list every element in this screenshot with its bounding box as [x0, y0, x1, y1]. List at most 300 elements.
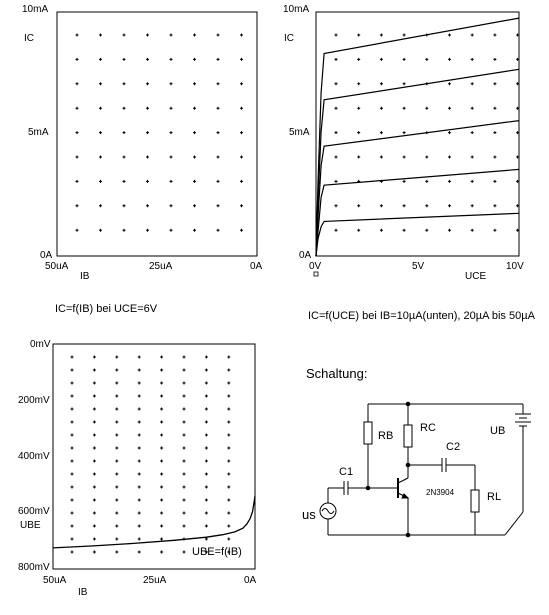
chart2-grid-dot	[357, 156, 360, 159]
chart3-grid-dot	[227, 447, 230, 450]
chart3-grid-dot	[160, 447, 163, 450]
chart3-grid-dot	[138, 473, 141, 476]
chart1-grid-dot	[146, 180, 149, 183]
chart2-grid-dot	[493, 156, 496, 159]
chart3-grid-dot	[71, 538, 74, 541]
chart3-grid-dot	[227, 525, 230, 528]
chart3-grid-dot	[115, 499, 118, 502]
label-c2: C2	[446, 441, 461, 453]
emitter-arrow	[402, 494, 408, 498]
chart2-grid-dot	[471, 34, 474, 37]
chart2-grid-dot	[448, 131, 451, 134]
c3-ytick-800mV: 800mV	[18, 562, 50, 573]
chart2-grid-dot	[448, 34, 451, 37]
chart3-grid-dot	[160, 525, 163, 528]
chart2-grid-dot	[357, 229, 360, 232]
chart1-grid-dot	[99, 204, 102, 207]
chart1-grid-dot	[193, 131, 196, 134]
c3-ytick-400mV: 400mV	[18, 451, 50, 462]
chart1-grid-dot	[170, 131, 173, 134]
chart3-grid-dot	[160, 421, 163, 424]
chart1-grid-dot	[99, 82, 102, 85]
chart1-grid-dot	[76, 82, 79, 85]
chart2-grid-dot	[471, 229, 474, 232]
chart3-grid-dot	[71, 382, 74, 385]
chart2-grid-dot	[471, 204, 474, 207]
chart1-grid-dot	[170, 107, 173, 110]
chart1-grid-dot	[240, 204, 243, 207]
chart1-grid-dot	[170, 180, 173, 183]
chart2-grid-dot	[403, 204, 406, 207]
label-c1: C1	[339, 466, 354, 478]
chart3-grid-dot	[183, 421, 186, 424]
chart2-grid-dot	[471, 58, 474, 61]
chart3-grid-dot	[71, 395, 74, 398]
chart3-grid-dot	[71, 525, 74, 528]
chart3-grid-dot	[205, 473, 208, 476]
c3-curve-label: UBE=f(IB)	[192, 546, 242, 558]
chart2-grid-dot	[403, 107, 406, 110]
chart3-grid-dot	[138, 356, 141, 359]
chart3-grid-dot	[115, 525, 118, 528]
chart1-grid-dot	[217, 131, 220, 134]
chart2-grid-dot	[380, 107, 383, 110]
chart2-grid-dot	[425, 156, 428, 159]
chart2-curve-ib-40uA	[316, 69, 519, 256]
label-us: us	[302, 507, 316, 522]
chart2-curve-ib-20uA	[316, 169, 519, 256]
chart3-grid-dot	[183, 486, 186, 489]
chart1-grid-dot	[146, 204, 149, 207]
chart1-grid-dot	[76, 229, 79, 232]
chart3-grid-dot	[160, 551, 163, 554]
chart2-grid-dot	[448, 229, 451, 232]
chart3-grid-dot	[115, 369, 118, 372]
chart2-grid-dot	[448, 82, 451, 85]
chart3-grid-dot	[115, 473, 118, 476]
chart3-grid-dot	[115, 551, 118, 554]
c1-caption: IC=f(IB) bei UCE=6V	[55, 303, 158, 315]
chart2-grid-dot	[471, 82, 474, 85]
chart3-grid-dot	[183, 434, 186, 437]
chart3-grid-dot	[93, 369, 96, 372]
c1-xtick-25uA: 25uA	[149, 261, 173, 272]
chart1-grid-dot	[76, 107, 79, 110]
chart2-grid-dot	[448, 107, 451, 110]
chart2-grid-dot	[335, 229, 338, 232]
c3-ytick-0mV: 0mV	[30, 339, 51, 350]
chart2-grid-dot	[448, 156, 451, 159]
chart1-grid-dot	[193, 204, 196, 207]
chart1-grid-dot	[146, 107, 149, 110]
chart3-grid-dot	[115, 408, 118, 411]
chart3-grid-dot	[93, 408, 96, 411]
chart3-grid-dot	[115, 382, 118, 385]
chart3-grid-dot	[183, 551, 186, 554]
chart2-grid-dot	[425, 180, 428, 183]
chart2-grid-dot	[493, 82, 496, 85]
resistor-rl	[471, 490, 479, 512]
c3-ytick-600mV: 600mV	[18, 506, 50, 517]
chart3-grid-dot	[183, 395, 186, 398]
chart3-grid-dot	[138, 486, 141, 489]
chart1-grid-dot	[170, 204, 173, 207]
chart3-grid-dot	[71, 356, 74, 359]
chart3-grid-dot	[227, 395, 230, 398]
chart3-grid-dot	[160, 486, 163, 489]
chart3-grid-dot	[115, 356, 118, 359]
chart1-grid-dot	[76, 58, 79, 61]
chart3-grid-dot	[93, 551, 96, 554]
chart2-grid-dot	[471, 156, 474, 159]
chart3-grid-dot	[138, 395, 141, 398]
chart3-grid-dot	[205, 408, 208, 411]
chart3-grid-dot	[160, 382, 163, 385]
chart1-grid-dot	[76, 34, 79, 37]
chart2-grid-dot	[425, 107, 428, 110]
transistor-collector	[398, 478, 408, 483]
chart3-grid-dot	[71, 421, 74, 424]
chart2-grid-dot	[403, 82, 406, 85]
chart3-grid-dot	[227, 356, 230, 359]
chart1-grid-dot	[217, 34, 220, 37]
c2-xlabel: UCE	[465, 271, 487, 282]
chart1-grid-dot	[240, 156, 243, 159]
chart3-grid-dot	[227, 421, 230, 424]
chart3-grid-dot	[138, 434, 141, 437]
chart2-grid-dot	[493, 34, 496, 37]
chart3-grid-dot	[138, 447, 141, 450]
chart1-grid-dot	[99, 34, 102, 37]
chart3-grid-dot	[93, 512, 96, 515]
chart1-grid-dot	[193, 180, 196, 183]
chart1-grid-dot	[240, 107, 243, 110]
chart1-grid-dot	[170, 229, 173, 232]
chart2-grid-dot	[403, 131, 406, 134]
chart1-grid-dot	[170, 34, 173, 37]
chart3-grid-dot	[205, 447, 208, 450]
chart3-grid-dot	[115, 395, 118, 398]
chart1-grid-dot	[217, 180, 220, 183]
chart3-grid-dot	[183, 447, 186, 450]
chart2-grid-dot	[425, 58, 428, 61]
chart2-grid-dot	[380, 58, 383, 61]
chart2-grid-dot	[493, 204, 496, 207]
chart1-grid-dot	[99, 156, 102, 159]
chart3-grid-dot	[160, 408, 163, 411]
chart1-grid-dot	[240, 229, 243, 232]
chart3-grid-dot	[71, 473, 74, 476]
c1-xtick-0A: 0A	[250, 261, 263, 272]
chart1-grid-dot	[217, 156, 220, 159]
label-ub: UB	[490, 425, 506, 437]
chart1-grid-dot	[170, 156, 173, 159]
chart3-grid-dot	[138, 460, 141, 463]
label-rb: RB	[378, 430, 394, 442]
chart2-grid-dot	[335, 156, 338, 159]
c3-ylabel: UBE	[20, 520, 41, 531]
chart1-grid-dot	[146, 131, 149, 134]
chart3-grid-dot	[138, 408, 141, 411]
chart2-grid-dot	[425, 229, 428, 232]
resistor-rc	[404, 425, 412, 447]
chart3-grid-dot	[227, 434, 230, 437]
chart1-grid-dot	[193, 156, 196, 159]
chart3-grid-dot	[160, 499, 163, 502]
chart1-grid-dot	[240, 180, 243, 183]
chart1-grid-dot	[240, 58, 243, 61]
chart3-grid-dot	[205, 460, 208, 463]
chart3-grid-dot	[115, 447, 118, 450]
chart3-grid-dot	[93, 538, 96, 541]
c2-xtick-5V: 5V	[412, 261, 425, 272]
chart3-grid-dot	[227, 408, 230, 411]
chart3-grid-dot	[183, 408, 186, 411]
label-rc: RC	[420, 422, 436, 434]
chart3-grid-dot	[205, 499, 208, 502]
chart2-grid-dot	[471, 131, 474, 134]
chart2-grid-dot	[335, 107, 338, 110]
chart1-grid-dot	[240, 34, 243, 37]
chart2-grid-dot	[471, 180, 474, 183]
chart2-grid-dot	[403, 34, 406, 37]
chart3-grid-dot	[93, 460, 96, 463]
chart2-grid-dot	[471, 107, 474, 110]
chart3-grid-dot	[71, 447, 74, 450]
chart3-grid-dot	[93, 395, 96, 398]
c1-ytick-0A: 0A	[40, 250, 53, 261]
chart1-grid-dot	[193, 229, 196, 232]
chart2-grid-dot	[380, 82, 383, 85]
chart1-grid-dot	[76, 180, 79, 183]
chart3-grid-dot	[71, 434, 74, 437]
chart1-grid-dot	[99, 229, 102, 232]
c2-xtick-0V: 0V	[309, 261, 322, 272]
chart3-grid-dot	[183, 499, 186, 502]
chart3-grid-dot	[160, 434, 163, 437]
chart1-grid-dot	[170, 58, 173, 61]
chart1-grid-dot	[123, 34, 126, 37]
chart3-grid-dot	[115, 460, 118, 463]
chart1-grid-dot	[146, 156, 149, 159]
c2-xtick-10V: 10V	[506, 261, 524, 272]
chart1-grid-dot	[99, 180, 102, 183]
chart2-grid-dot	[493, 107, 496, 110]
chart1-grid-dot	[123, 131, 126, 134]
chart2-grid-dot	[448, 58, 451, 61]
chart3-grid-dot	[227, 382, 230, 385]
chart3-grid-dot	[183, 512, 186, 515]
chart2-grid-dot	[357, 82, 360, 85]
chart2-grid-dot	[335, 34, 338, 37]
c2-ylabel: IC	[284, 33, 294, 44]
chart2-grid-dot	[403, 229, 406, 232]
ub-return	[505, 512, 523, 535]
chart2-grid-dot	[380, 131, 383, 134]
chart3-grid-dot	[93, 447, 96, 450]
c2-ytick-5mA: 5mA	[289, 127, 310, 138]
chart3-grid-dot	[205, 512, 208, 515]
chart3-grid-dot	[138, 382, 141, 385]
chart3-grid-dot	[71, 551, 74, 554]
chart1-grid-dot	[217, 204, 220, 207]
chart3-grid-dot	[160, 460, 163, 463]
chart3-grid-dot	[227, 551, 230, 554]
chart1-grid-dot	[217, 107, 220, 110]
chart2-grid-dot	[335, 58, 338, 61]
junction-collector	[406, 463, 410, 467]
chart2-grid-dot	[493, 131, 496, 134]
chart3-grid-dot	[160, 473, 163, 476]
chart3-grid-dot	[227, 473, 230, 476]
chart3-grid-dot	[138, 369, 141, 372]
chart3-grid-dot	[183, 460, 186, 463]
chart2-grid-dot	[425, 204, 428, 207]
c3-xtick-0A: 0A	[244, 575, 257, 586]
c1-ytick-5mA: 5mA	[28, 127, 49, 138]
resistor-rb	[364, 422, 372, 444]
chart1-grid-dot	[123, 229, 126, 232]
chart2-grid-dot	[380, 204, 383, 207]
c1-xtick-50uA: 50uA	[45, 261, 69, 272]
chart3-grid-dot	[227, 486, 230, 489]
chart3-grid-dot	[183, 473, 186, 476]
chart3-grid-dot	[160, 369, 163, 372]
chart1-grid-dot	[217, 229, 220, 232]
chart3-grid-dot	[227, 512, 230, 515]
chart3-grid-dot	[205, 356, 208, 359]
chart1-grid-dot	[146, 34, 149, 37]
chart3-grid-dot	[227, 369, 230, 372]
c2-caption: IC=f(UCE) bei IB=10µA(unten), 20µA bis 50µA	[308, 310, 535, 322]
chart3-grid-dot	[183, 356, 186, 359]
chart3-grid-dot	[115, 512, 118, 515]
chart1-grid-dot	[193, 58, 196, 61]
chart1-grid-dot	[76, 156, 79, 159]
chart1-grid-dot	[146, 58, 149, 61]
chart1-grid-dot	[99, 131, 102, 134]
c3-xlabel: IB	[78, 587, 88, 598]
chart3-grid-dot	[93, 356, 96, 359]
chart2-grid-dot	[357, 131, 360, 134]
chart3-grid-dot	[93, 525, 96, 528]
label-2n3904: 2N3904	[426, 488, 455, 497]
chart3-grid-dot	[227, 499, 230, 502]
chart3-grid-dot	[183, 369, 186, 372]
chart3-grid-dot	[93, 434, 96, 437]
chart1-grid-dot	[193, 107, 196, 110]
c2-ytick-0A: 0A	[299, 250, 312, 261]
chart1-grid-dot	[170, 82, 173, 85]
c3-ytick-200mV: 200mV	[18, 395, 50, 406]
chart3-grid-dot	[115, 421, 118, 424]
chart3-curve-ube	[53, 496, 255, 548]
chart3-grid-dot	[93, 421, 96, 424]
chart3-grid-dot	[138, 525, 141, 528]
chart3-grid-dot	[227, 538, 230, 541]
chart3-grid-dot	[71, 369, 74, 372]
chart2-grid-dot	[357, 204, 360, 207]
chart3-frame	[53, 344, 255, 569]
chart3-grid-dot	[115, 486, 118, 489]
chart3-grid-dot	[71, 408, 74, 411]
ac-source-wave	[322, 509, 334, 514]
chart3-grid-dot	[205, 395, 208, 398]
chart3-grid-dot	[183, 382, 186, 385]
chart3-grid-dot	[71, 460, 74, 463]
chart1-grid-dot	[99, 58, 102, 61]
chart3-grid-dot	[138, 499, 141, 502]
chart3-grid-dot	[71, 512, 74, 515]
junction-base	[366, 486, 370, 490]
chart1-grid-dot	[193, 82, 196, 85]
chart1-grid-dot	[240, 82, 243, 85]
chart2-grid-dot	[335, 82, 338, 85]
c1-xlabel: IB	[80, 271, 90, 282]
chart2-small-marker	[314, 272, 318, 276]
label-rl: RL	[487, 491, 502, 503]
chart3-grid-dot	[93, 382, 96, 385]
chart2-grid-dot	[448, 180, 451, 183]
chart1-grid-dot	[240, 131, 243, 134]
chart3-grid-dot	[93, 473, 96, 476]
chart2-grid-dot	[403, 156, 406, 159]
chart3-grid-dot	[205, 434, 208, 437]
chart2-curve-ib-10uA	[316, 213, 519, 256]
chart1-grid-dot	[76, 204, 79, 207]
chart1-grid-dot	[123, 107, 126, 110]
chart3-grid-dot	[160, 395, 163, 398]
chart3-grid-dot	[205, 551, 208, 554]
c2-ytick-10mA: 10mA	[283, 4, 310, 15]
chart2-grid-dot	[380, 34, 383, 37]
chart2-grid-dot	[380, 156, 383, 159]
chart3-grid-dot	[205, 421, 208, 424]
chart3-grid-dot	[115, 538, 118, 541]
chart3-grid-dot	[138, 421, 141, 424]
schematic-heading: Schaltung:	[306, 366, 368, 381]
chart1-grid-dot	[146, 82, 149, 85]
chart3-grid-dot	[183, 525, 186, 528]
chart1-grid-dot	[217, 58, 220, 61]
chart3-grid-dot	[138, 538, 141, 541]
chart2-curve-ib-30uA	[316, 121, 519, 256]
junction-top-rc	[406, 402, 410, 406]
chart3-grid-dot	[138, 512, 141, 515]
chart2-grid-dot	[335, 131, 338, 134]
chart2-grid-dot	[357, 107, 360, 110]
chart1-frame	[57, 12, 257, 256]
chart2-grid-dot	[357, 34, 360, 37]
c3-xtick-25uA: 25uA	[143, 575, 167, 586]
chart3-grid-dot	[227, 460, 230, 463]
chart1-grid-dot	[123, 82, 126, 85]
c1-ylabel: IC	[24, 33, 34, 44]
junction-ground	[406, 533, 410, 537]
chart2-grid-dot	[357, 58, 360, 61]
chart3-grid-dot	[138, 551, 141, 554]
chart3-grid-dot	[160, 538, 163, 541]
chart3-grid-dot	[115, 434, 118, 437]
chart1-grid-dot	[76, 131, 79, 134]
chart3-grid-dot	[160, 512, 163, 515]
chart3-grid-dot	[205, 486, 208, 489]
chart3-grid-dot	[93, 486, 96, 489]
chart3-grid-dot	[205, 369, 208, 372]
chart1-grid-dot	[123, 180, 126, 183]
chart1-grid-dot	[146, 229, 149, 232]
chart2-grid-dot	[380, 229, 383, 232]
